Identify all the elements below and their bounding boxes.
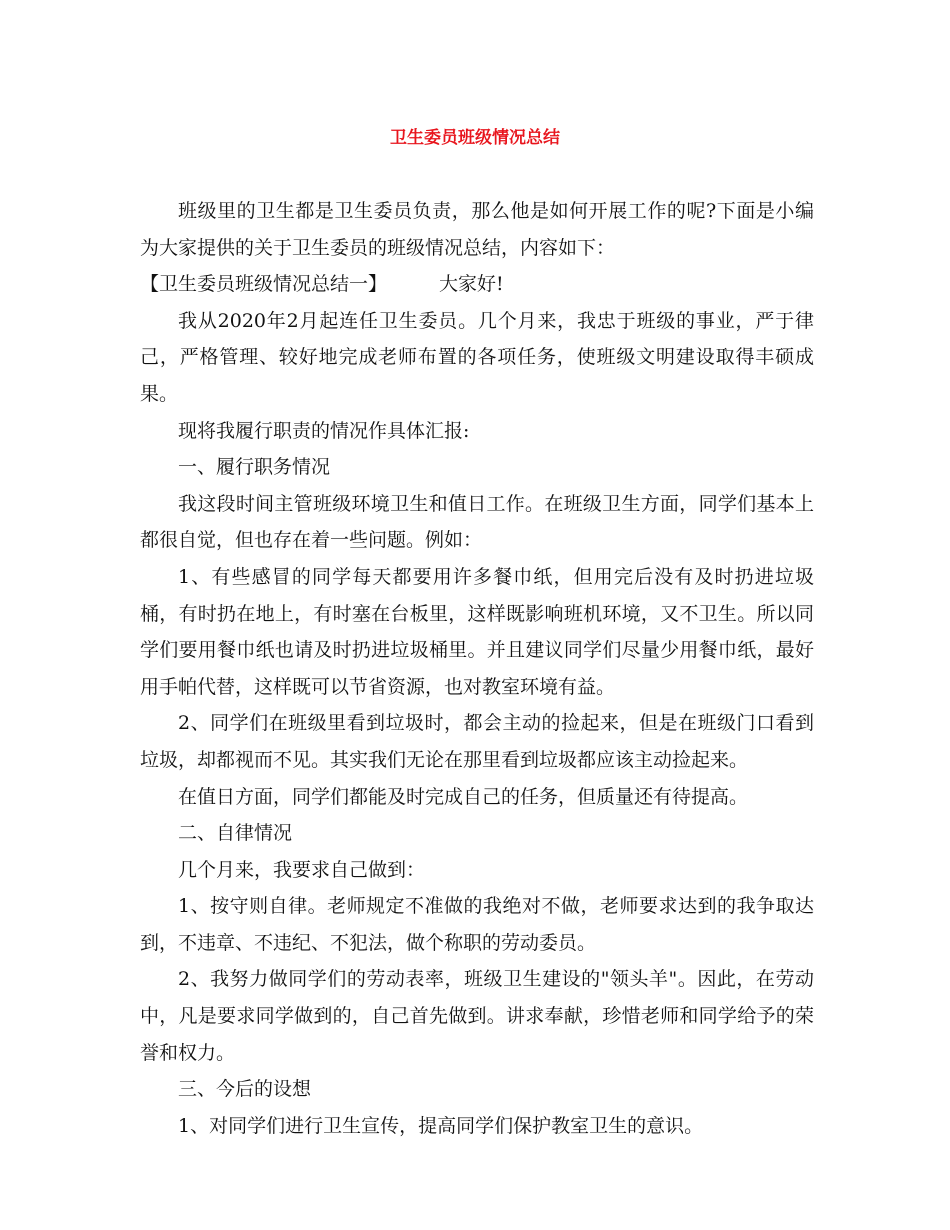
section-subheading: 一、履行职务情况	[178, 456, 331, 479]
intro-paragraph: 班级里的卫生都是卫生委员负责，那么他是如何开展工作的呢?下面是小编为大家提供的关于卫生委员的班级情况总结，内容如下：	[140, 200, 814, 259]
section-subheading: 二、自律情况	[178, 822, 293, 845]
section-subheading: 三、今后的设想	[178, 1078, 312, 1101]
list-item: 2、我努力做同学们的劳动表率，班级卫生建设的"领头羊"。因此，在劳动中，凡是要求同学做到的，自己首先做到。讲求奉献，珍惜老师和同学给予的荣誉和权力。	[140, 968, 814, 1064]
section-heading-line	[140, 266, 814, 303]
paragraph: 现将我履行职责的情况作具体汇报:	[178, 419, 470, 442]
list-item: 2、同学们在班级里看到垃圾时，都会主动的捡起来，但是在班级门口看到垃圾，却都视而不见。其实我们无论在那里看到垃圾都应该主动捡起来。	[140, 712, 814, 771]
paragraph: 几个月来，我要求自己做到：	[178, 858, 426, 881]
document-title: 卫生委员班级情况总结	[390, 128, 560, 148]
paragraph: 我这段时间主管班级环境卫生和值日工作。在班级卫生方面，同学们基本上都很自觉，但也存在着一些问题。例如：	[140, 492, 814, 552]
list-item: 1、按守则自律。老师规定不准做的我绝对不做，老师要求达到的我争取达到，不违章、不违纪、不犯法，做个称职的劳动委员。	[140, 895, 814, 954]
section-heading: 【卫生委员班级情况总结一】	[140, 273, 388, 296]
list-item: 1、有些感冒的同学每天都要用许多餐巾纸，但用完后没有及时扔进垃圾桶，有时扔在地上，有时塞在台板里，这样既影响班机环境，又不卫生。所以同学们要用餐巾纸也请及时扔进垃圾桶里。并且建议同学们尽量少用餐巾纸，最好用手帕代替，这样既可以节省资源，也对教室环境有益。	[140, 565, 814, 698]
greeting-text: 大家好!	[439, 273, 504, 296]
list-item: 1、对同学们进行卫生宣传，提高同学们保护教室卫生的意识。	[178, 1114, 704, 1137]
document-body	[140, 193, 814, 1144]
paragraph: 我从2020年2月起连任卫生委员。几个月来，我忠于班级的事业，严于律己，严格管理、较好地完成老师布置的各项任务，使班级文明建设取得丰硕成果。	[140, 309, 814, 405]
paragraph: 在值日方面，同学们都能及时完成自己的任务，但质量还有待提高。	[178, 785, 749, 808]
